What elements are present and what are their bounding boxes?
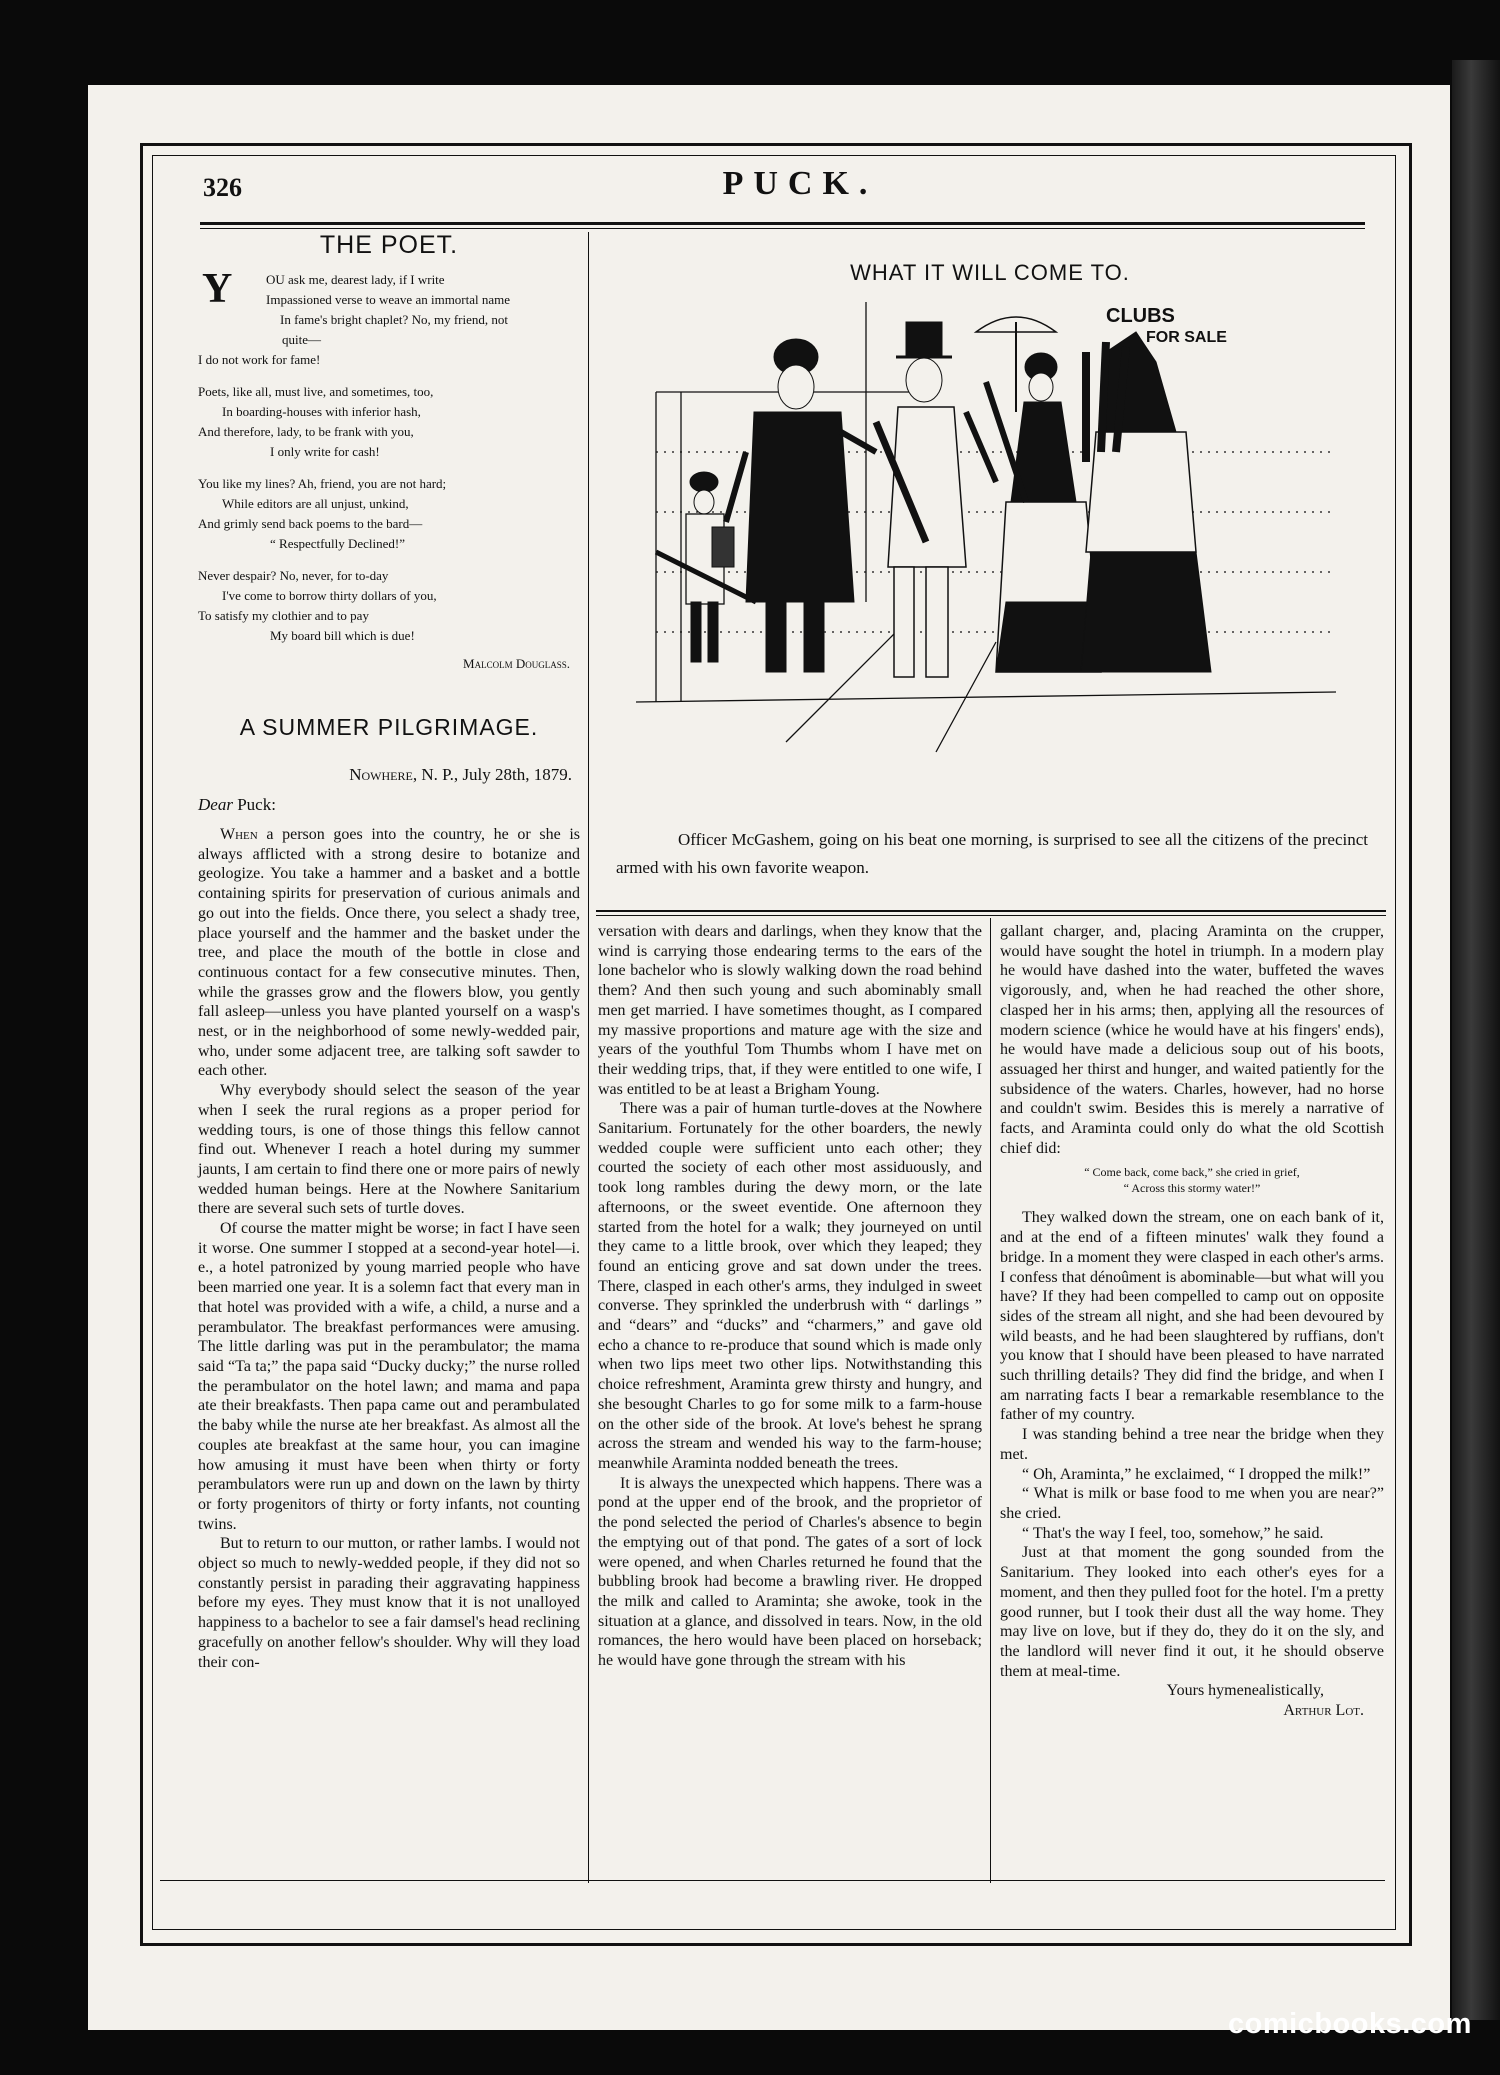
verse-quote <box>1000 1164 1384 1196</box>
poem-stanza <box>198 266 580 370</box>
poem-line: While editors are all unjust, unkind, <box>222 496 409 511</box>
column-divider-2 <box>990 918 991 1883</box>
poem-line: quite— <box>282 332 321 347</box>
poem-line: And therefore, lady, to be frank with you, <box>198 424 414 439</box>
poem-line: And grimly send back poems to the bard— <box>198 516 423 531</box>
masthead: PUCK. <box>722 165 878 202</box>
paragraph: “ What is milk or base food to me when you are near?” she cried. <box>1000 1485 1384 1522</box>
cartoon-illustration <box>636 302 1346 762</box>
cartoon-divider-thin <box>596 915 1386 916</box>
article-body-col3 <box>1000 922 1384 1721</box>
paragraph: Why everybody should select the season of the year when I seek the rural regions as a proper period for wedding tours, is one of those things this fellow cannot find out. Whenever I reach a hotel during my summer jaunts, I am certain to find there one or more pairs of newly wedded human beings. Here at the Nowhere Sanitarium there are several such sets of turtle doves. <box>198 1082 580 1218</box>
poem-line: In boarding-houses with inferior hash, <box>222 404 421 419</box>
poem-line: Poets, like all, must live, and sometimes, too, <box>198 384 434 399</box>
paragraph: I was standing behind a tree near the bridge when they met. <box>1000 1426 1384 1463</box>
paragraph: But to return to our mutton, or rather lambs. I would not object so much to newly-wedded people, if they did not so constantly persist in parading their aggravating happiness before my eyes. They must know that it is not unalloyed happiness to a bachelor to see a fair damsel's head reclining gracefully on another fellow's shoulder. Why will they load their con- <box>198 1535 580 1671</box>
paragraph: There was a pair of human turtle-doves at the Nowhere Sanitarium. Fortunately for the other boarders, the newly wedded couple were sufficient unto each other; they courted the society of each other most assiduously, and took long rambles during the dewy morn, or the late afternoons, or the sweet eventide. One afternoon they started from the hotel for a walk; they journeyed on until they came to a little brook, over which they leaped; they found an enticing grove and sat down under the trees. There, clasped in each other's arms, they indulged in sweet converse. They sprinkled the underbrush with “ darlings ” and “dears” and “ducks” and “charmers,” and gave old echo a chance to re-produce that sound which is made only when two lips meet two other lips. Notwithstanding this choice refreshment, Araminta grew thirsty and hungry, and she besought Charles to go for some milk to a farm-house on the other side of the brook. At love's behest he sprang across the stream and wended his way to the farm-house; meanwhile Araminta nodded beneath the trees. <box>598 1100 982 1472</box>
left-column <box>198 230 580 1672</box>
poem-stanza <box>198 382 580 462</box>
watermark: comicbooks.com <box>1228 2008 1472 2040</box>
figure-policeman <box>726 339 876 672</box>
paragraph: Of course the matter might be worse; in fact I have seen it worse. One summer I stopped at a second-year hotel—i. e., a hotel patronized by young married people who have been married one year. It is a solemn fact that every man in that hotel was provided with a wife, a child, a nurse and a perambulator. The breakfast performances were amusing. The little darling was put in the perambulator; the mama said “Ta ta;” the papa said “Ducky ducky;” the nurse rolled the perambulator on the hotel lawn; and mama and papa ate their breakfasts. Then papa came out and perambulated the baby while the nurse ate her breakfast. As almost all the couples ate breakfast at the same hour, you can imagine how amusing it must have been when thirty or forty perambulators were run up and down on the lawn by thirty or forty progenitors of thirty or forty infants, not counting twins. <box>198 1220 580 1533</box>
poem-stanza <box>198 474 580 554</box>
cartoon-title: WHAT IT WILL COME TO. <box>850 260 1130 285</box>
cartoon <box>600 260 1380 762</box>
paragraph: They walked down the stream, one on each bank of it, and at the end of a fifteen minutes' walk they found a bridge. In a moment they were clasped in each other's arms. I confess that dénoûment is abominable—but what will you have? If they had been compelled to camp out on opposite sides of the stream all night, and she had been devoured by wild beasts, and he had been slaughtered by ruffians, don't you know that I should have been pleased to have narrated such thrilling details? They did find the bridge, and when I am narrating facts I bear a remarkable resemblance to the father of my country. <box>1000 1209 1384 1424</box>
signature: Arthur Lot. <box>1283 1702 1364 1720</box>
article-title: A SUMMER PILGRIMAGE. <box>239 714 539 740</box>
poem-line: I've come to borrow thirty dollars of you, <box>222 588 437 603</box>
poem-line: I do not work for fame! <box>198 352 321 367</box>
poem <box>198 266 580 674</box>
book-spine <box>1452 60 1500 2020</box>
cartoon-divider <box>596 910 1386 912</box>
salutation-dear: Dear <box>198 795 233 814</box>
poem-line: Impassioned verse to weave an immortal name <box>266 292 511 307</box>
header-rule-thin <box>200 228 1365 229</box>
poem-title: THE POET. <box>319 231 459 259</box>
column-divider <box>588 232 589 1883</box>
poem-line: In fame's bright chaplet? No, my friend, not <box>280 312 508 327</box>
drop-cap: Y <box>202 266 233 312</box>
dateline <box>198 765 580 785</box>
sign-clubs: CLUBS <box>1106 305 1175 327</box>
figure-hooded <box>1081 332 1211 672</box>
cartoon-caption: Officer McGashem, going on his beat one morning, is surprised to see all the citizens of the precinct armed with his own favorite weapon. <box>616 830 1368 877</box>
sign-for-sale: FOR SALE <box>1146 329 1227 346</box>
poem-line: “ Respectfully Declined!” <box>270 536 405 551</box>
paragraph: Just at that moment the gong sounded from the Sanitarium. They looked into each other's eyes for a moment, and then they pulled foot for the hotel. I'm a pretty good runner, but I took their dust all the way home. They may live on love, but if they do, they do it on the sly, and the landlord will never find it out, it he should observe them at meal-time. <box>1000 1544 1384 1680</box>
bottom-rule <box>160 1880 1385 1881</box>
page-number: 326 <box>203 173 242 202</box>
poem-line: My board bill which is due! <box>270 628 415 643</box>
article-body-col2 <box>598 922 982 1671</box>
article-body-col1 <box>198 825 580 1672</box>
paragraph: “ Oh, Araminta,” he exclaimed, “ I dropped the milk!” <box>1022 1465 1371 1483</box>
figure-gentleman <box>876 322 996 677</box>
poem-author: Malcolm Douglass. <box>463 656 570 671</box>
lead-word: When <box>220 826 258 843</box>
paragraph-text: a person goes into the country, he or she is always afflicted with a strong desire to botanize and geologize. You take a hammer and a basket and a bottle containing spirits for preservation of curious animals and go out into the fields. Once there, you select a shady tree, place yourself and the hammer and the basket under the tree, and place the mouth of the bottle in close and continuous contact for a few consecutive minutes. Then, while the grasses grow and the flowers blow, you gently fall asleep—unless you have planted yourself on a wasp's nest, or in the neighborhood of some newly-wedded pair, who, under some adjacent tree, are talking soft sawder to each other. <box>198 826 580 1080</box>
verse-line: “ Across this stormy water!” <box>1123 1181 1261 1196</box>
figure-boy <box>656 472 756 662</box>
dateline-date: July 28th, 1879. <box>462 765 572 784</box>
poem-line: You like my lines? Ah, friend, you are not hard; <box>198 476 447 491</box>
header-rule <box>200 222 1365 225</box>
closing: Yours hymenealistically, <box>1166 1682 1324 1700</box>
salutation-puck: Puck: <box>237 795 276 814</box>
paragraph: versation with dears and darlings, when they know that the wind is carrying those endearing terms to the ears of the lone bachelor who is slowly walking down the road behind them? And then such young and such abominably small men get married. I have sometimes thought, as I compared my massive proportions and mature age with the size and years of the youthful Tom Thumbs whom I have met on their wedding trips, that, if they were entitled to one wife, I was entitled to be at least a Brigham Young. <box>598 923 982 1098</box>
poem-line: Never despair? No, never, for to-day <box>198 568 389 583</box>
paragraph <box>198 825 580 1081</box>
poem-line: OU ask me, dearest lady, if I write <box>266 272 445 287</box>
paragraph: “ That's the way I feel, too, somehow,” he said. <box>1022 1524 1324 1542</box>
salutation <box>198 795 580 815</box>
paragraph: It is always the unexpected which happens. There was a pond at the upper end of the brook, and the proprietor of the pond selected the period of Charles's absence to begin the emptying out of that pond. The gates of a sort of lock were opened, and when Charles returned he found that the bubbling brook had become a brawling river. He dropped the milk and called to Araminta; she awoke, took in the situation at a glance, and dissolved in tears. Now, in the old romances, the hero would have been placed on horseback; he would have gone through the stream with his <box>598 1474 982 1670</box>
dateline-place: Nowhere, N. P., <box>349 765 459 784</box>
poem-line: I only write for cash! <box>270 444 380 459</box>
poem-stanza <box>198 566 580 646</box>
paragraph: gallant charger, and, placing Araminta on the crupper, would have sought the hotel in triumph. In a modern play he would have dashed into the water, buffeted the waves vigorously, and, when he had reached the other shore, clasped her in his arms; then, applying all the resources of modern science (whice he would have at his fingers' ends), he would have made a delicious soup out of his boots, assuaged her thirst and hunger, and waited patiently for the subsidence of the waters. Charles, however, had no horse and couldn't swim. Besides this is merely a narrative of facts, and Araminta could only do what the old Scottish chief did: <box>1000 923 1384 1157</box>
poem-line: To satisfy my clothier and to pay <box>198 608 369 623</box>
verse-line: “ Come back, come back,” she cried in grief, <box>1084 1165 1300 1180</box>
